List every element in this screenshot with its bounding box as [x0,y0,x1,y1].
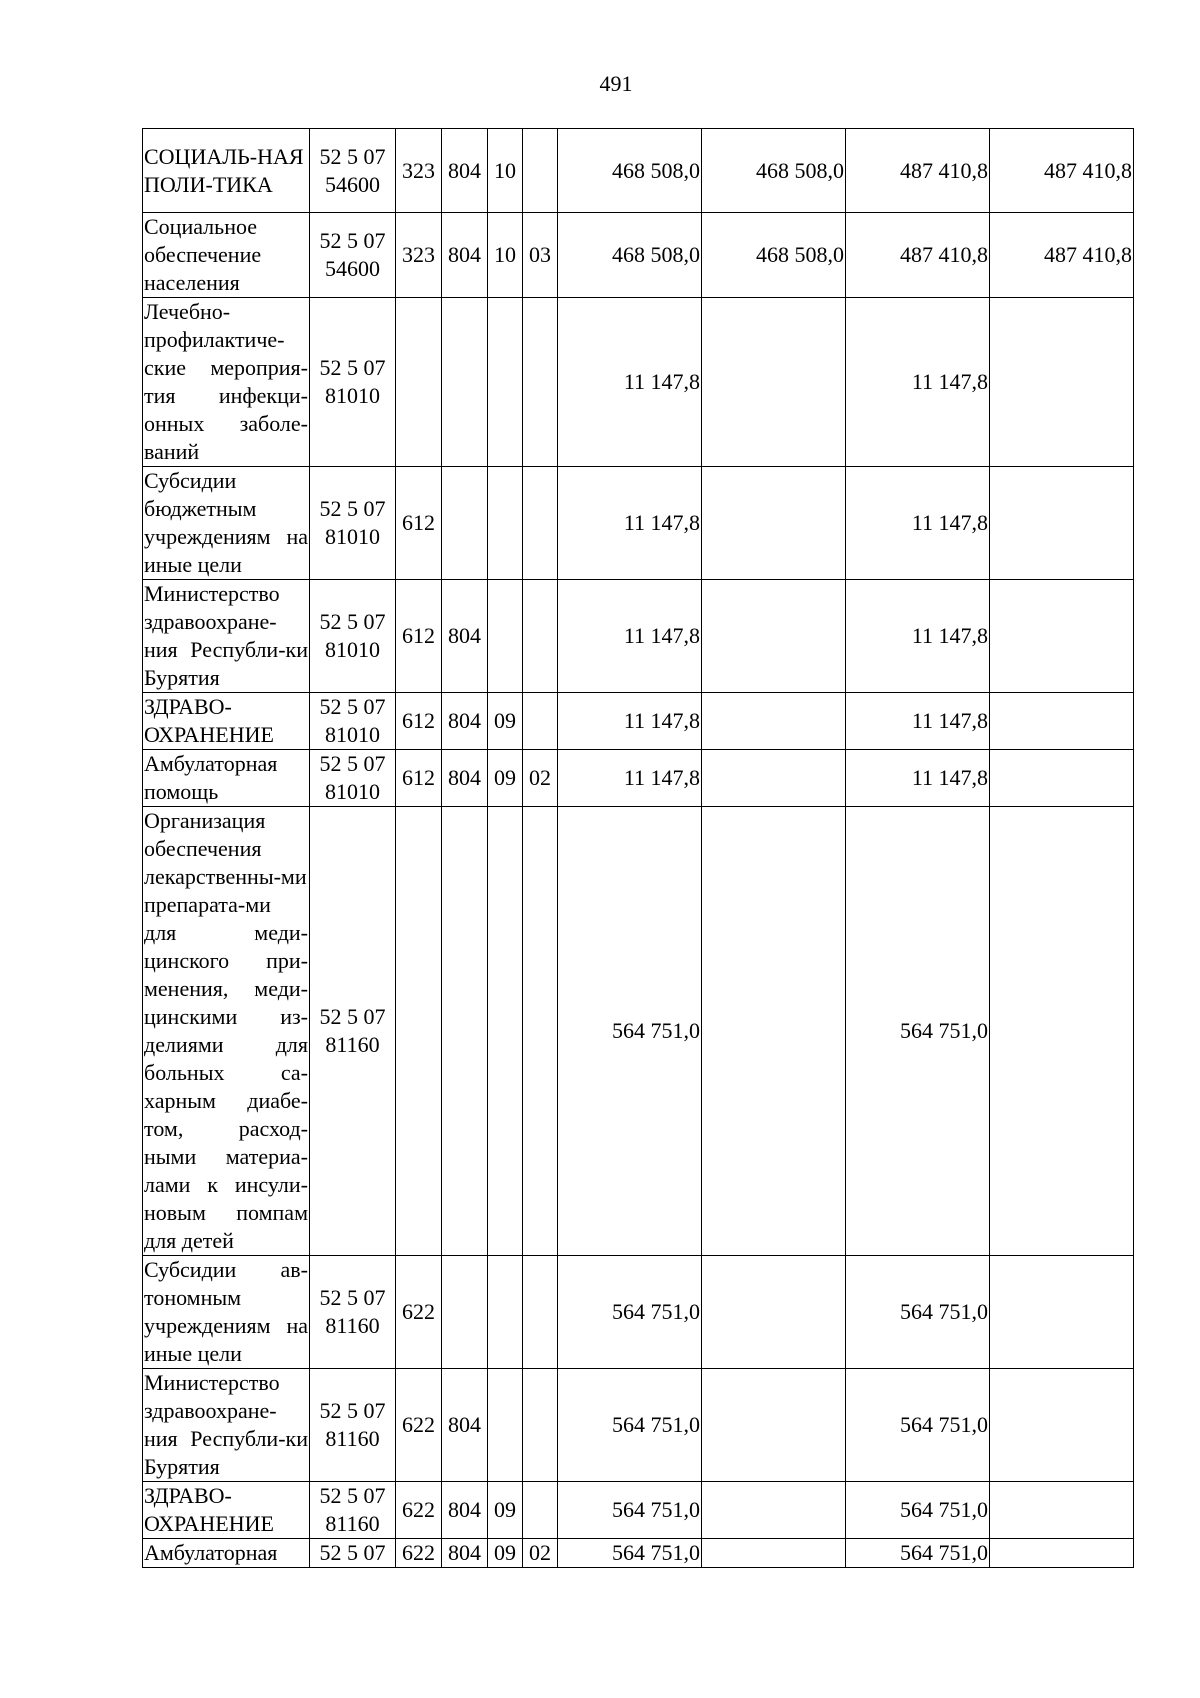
row-administrator-code: 804 [442,1539,488,1568]
row-amount-4: 487 410,8 [990,129,1134,213]
budget-table [142,128,1134,1568]
row-name: Субсидии бюджетным учреждениям на иные цели [143,467,310,580]
row-expense-type: 622 [396,1482,442,1539]
row-target-code: 52 5 07 81160 [310,807,396,1256]
row-amount-1: 11 147,8 [558,298,702,467]
row-section [488,1369,523,1482]
row-amount-2 [702,1256,846,1369]
row-administrator-code: 804 [442,213,488,298]
row-amount-3: 11 147,8 [846,467,990,580]
row-section [488,580,523,693]
row-section [488,467,523,580]
row-administrator-code [442,298,488,467]
row-target-code: 52 5 07 54600 [310,213,396,298]
row-name: Министерство здравоохране-ния Республи-ки Бурятия [143,1369,310,1482]
row-amount-3: 564 751,0 [846,1539,990,1568]
row-target-code: 52 5 07 81160 [310,1482,396,1539]
row-amount-4 [990,1369,1134,1482]
row-subsection [523,1369,558,1482]
row-section: 09 [488,1539,523,1568]
row-amount-3: 564 751,0 [846,1369,990,1482]
row-expense-type: 612 [396,693,442,750]
row-name: Министерство здравоохране-ния Республи-ки Бурятия [143,580,310,693]
table-row [143,129,1134,213]
table-row [143,750,1134,807]
row-amount-1: 564 751,0 [558,807,702,1256]
row-amount-1: 564 751,0 [558,1256,702,1369]
row-subsection [523,1482,558,1539]
page-number: 491 [599,71,633,96]
row-section: 09 [488,750,523,807]
row-amount-2 [702,1539,846,1568]
row-target-code: 52 5 07 [310,1539,396,1568]
table-row [143,1539,1134,1568]
row-amount-3: 11 147,8 [846,693,990,750]
row-administrator-code: 804 [442,1369,488,1482]
row-name: Амбулаторная [143,1539,310,1568]
row-subsection: 02 [523,750,558,807]
row-amount-3: 11 147,8 [846,750,990,807]
table-row [143,298,1134,467]
row-amount-2: 468 508,0 [702,129,846,213]
row-name: СОЦИАЛЬ-НАЯ ПОЛИ-ТИКА [143,129,310,213]
row-name: Организация обеспечения лекарственны-ми препарата-ми для меди-цинского при-менения, меди-цинскими из-делиями для больных са-харным диабе-том, расход-ными материа-лами к инсули-новым помпам для детей [143,807,310,1256]
row-amount-2 [702,467,846,580]
row-amount-4 [990,580,1134,693]
row-amount-1: 11 147,8 [558,750,702,807]
row-administrator-code: 804 [442,1482,488,1539]
row-amount-1: 564 751,0 [558,1482,702,1539]
row-amount-1: 468 508,0 [558,213,702,298]
row-amount-4 [990,467,1134,580]
row-amount-2 [702,580,846,693]
row-amount-3: 487 410,8 [846,129,990,213]
row-expense-type: 622 [396,1539,442,1568]
table-row [143,693,1134,750]
row-name: ЗДРАВО-ОХРАНЕНИЕ [143,1482,310,1539]
row-administrator-code: 804 [442,693,488,750]
row-amount-2: 468 508,0 [702,213,846,298]
row-amount-2 [702,807,846,1256]
row-target-code: 52 5 07 81010 [310,580,396,693]
table-row [143,467,1134,580]
row-amount-4 [990,298,1134,467]
row-section [488,298,523,467]
row-amount-4 [990,1539,1134,1568]
row-amount-4: 487 410,8 [990,213,1134,298]
row-subsection [523,129,558,213]
row-amount-4 [990,750,1134,807]
row-amount-1: 11 147,8 [558,467,702,580]
row-subsection [523,580,558,693]
row-administrator-code [442,1256,488,1369]
row-amount-3: 11 147,8 [846,580,990,693]
row-subsection: 03 [523,213,558,298]
row-expense-type: 622 [396,1256,442,1369]
row-expense-type: 612 [396,580,442,693]
row-target-code: 52 5 07 81160 [310,1369,396,1482]
row-expense-type: 323 [396,213,442,298]
row-subsection: 02 [523,1539,558,1568]
row-subsection [523,807,558,1256]
row-amount-4 [990,1482,1134,1539]
row-expense-type: 323 [396,129,442,213]
row-subsection [523,693,558,750]
row-target-code: 52 5 07 81010 [310,298,396,467]
row-amount-2 [702,298,846,467]
row-amount-3: 564 751,0 [846,1256,990,1369]
row-subsection [523,298,558,467]
row-amount-4 [990,807,1134,1256]
row-amount-4 [990,693,1134,750]
row-administrator-code [442,467,488,580]
row-amount-1: 468 508,0 [558,129,702,213]
row-expense-type: 612 [396,467,442,580]
row-amount-4 [990,1256,1134,1369]
row-target-code: 52 5 07 81010 [310,693,396,750]
row-subsection [523,1256,558,1369]
row-target-code: 52 5 07 81010 [310,750,396,807]
row-amount-3: 11 147,8 [846,298,990,467]
row-section: 09 [488,1482,523,1539]
row-amount-3: 564 751,0 [846,1482,990,1539]
row-amount-3: 487 410,8 [846,213,990,298]
row-section [488,807,523,1256]
row-name: Субсидии ав-тономным учреждениям на иные цели [143,1256,310,1369]
row-amount-1: 564 751,0 [558,1369,702,1482]
row-expense-type: 612 [396,750,442,807]
row-target-code: 52 5 07 81160 [310,1256,396,1369]
row-amount-2 [702,693,846,750]
row-section: 09 [488,693,523,750]
row-name: ЗДРАВО-ОХРАНЕНИЕ [143,693,310,750]
row-section: 10 [488,213,523,298]
row-administrator-code: 804 [442,580,488,693]
row-amount-3: 564 751,0 [846,807,990,1256]
row-amount-2 [702,1482,846,1539]
row-administrator-code [442,807,488,1256]
row-amount-1: 564 751,0 [558,1539,702,1568]
row-administrator-code: 804 [442,750,488,807]
row-amount-1: 11 147,8 [558,693,702,750]
row-amount-1: 11 147,8 [558,580,702,693]
row-name: Социальное обеспечение населения [143,213,310,298]
row-name: Амбулаторная помощь [143,750,310,807]
row-amount-2 [702,750,846,807]
row-expense-type [396,807,442,1256]
row-target-code: 52 5 07 54600 [310,129,396,213]
table-row [143,1369,1134,1482]
row-section: 10 [488,129,523,213]
row-subsection [523,467,558,580]
table-row [143,213,1134,298]
table-row [143,580,1134,693]
row-target-code: 52 5 07 81010 [310,467,396,580]
table-row [143,1256,1134,1369]
row-name: Лечебно-профилактиче-ские мероприя-тия инфекци-онных заболе-ваний [143,298,310,467]
row-expense-type: 622 [396,1369,442,1482]
row-section [488,1256,523,1369]
table-row [143,807,1134,1256]
row-amount-2 [702,1369,846,1482]
table-row [143,1482,1134,1539]
row-administrator-code: 804 [442,129,488,213]
table-body [143,129,1134,1568]
row-expense-type [396,298,442,467]
